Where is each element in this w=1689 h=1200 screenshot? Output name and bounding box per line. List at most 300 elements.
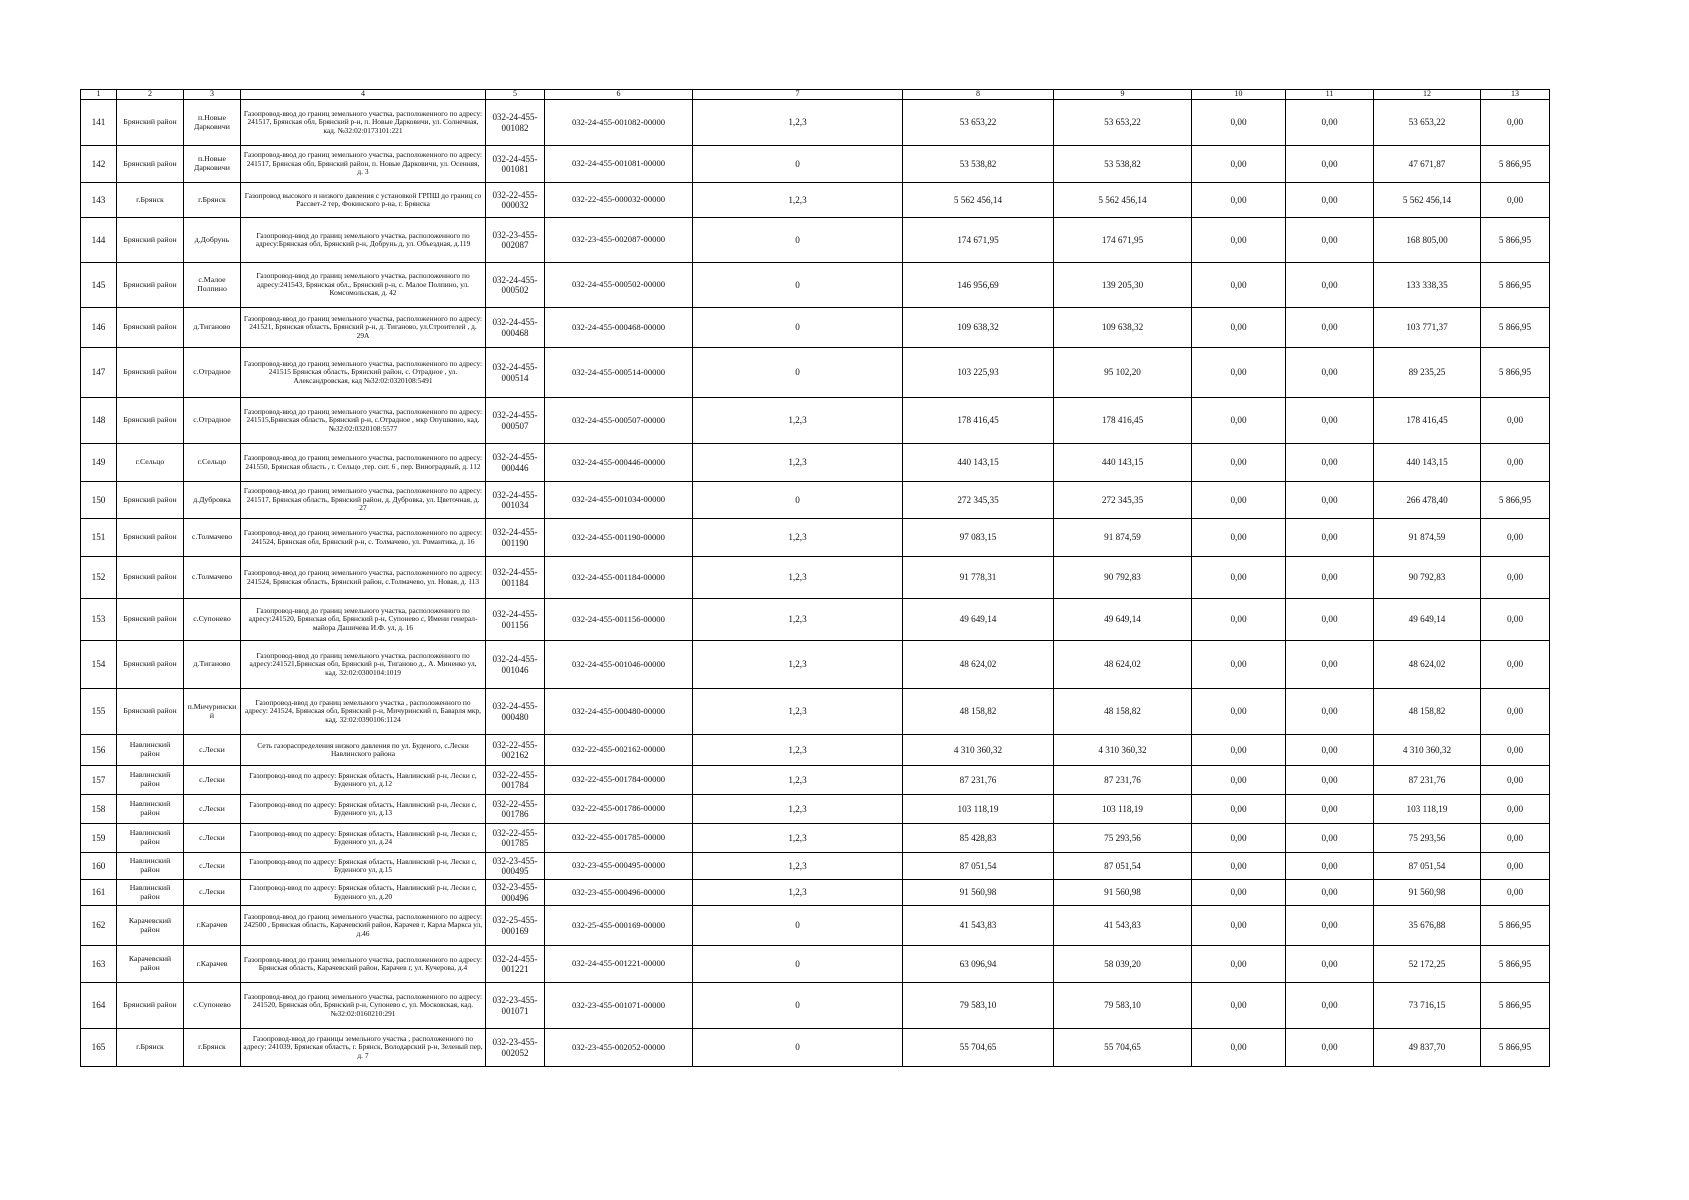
- row-number-cell: 162: [81, 906, 117, 946]
- residual-cost-cell: 55 704,65: [1054, 1029, 1192, 1067]
- category-cell: 0: [693, 146, 903, 183]
- residual-cost-cell: 91 560,98: [1054, 880, 1192, 906]
- header-cell: 3: [184, 90, 241, 100]
- object-description-cell: Газопровод-ввод до границ земельного участка, расположенного по адресу: 241515,Брянская область, Брянский р-н, с.Отрадное , мкр Опушкино, кад. №32:02:0320108:5577: [241, 398, 486, 444]
- col11-cell: 0,00: [1286, 689, 1374, 735]
- district-cell: Брянский район: [117, 308, 184, 348]
- col12-cell: 87 051,54: [1374, 853, 1481, 880]
- col13-cell: 5 866,95: [1481, 906, 1550, 946]
- locality-cell: г.Брянск: [184, 1029, 241, 1067]
- object-description-cell: Газопровод-ввод по адресу: Брянская область, Навлинский р-н, Лески с, Буденного ул, д.20: [241, 880, 486, 906]
- locality-cell: с.Малое Полпино: [184, 263, 241, 308]
- col13-cell: 0,00: [1481, 100, 1550, 146]
- header-cell: 4: [241, 90, 486, 100]
- col11-cell: 0,00: [1286, 853, 1374, 880]
- locality-cell: с.Лески: [184, 795, 241, 824]
- col10-cell: 0,00: [1192, 641, 1286, 689]
- object-code-cell: 032-23-455-002087-00000: [545, 218, 693, 263]
- col12-cell: 133 338,35: [1374, 263, 1481, 308]
- initial-cost-cell: 103 225,93: [903, 348, 1054, 398]
- district-cell: Брянский район: [117, 599, 184, 641]
- col10-cell: 0,00: [1192, 795, 1286, 824]
- col12-cell: 4 310 360,32: [1374, 735, 1481, 766]
- col11-cell: 0,00: [1286, 906, 1374, 946]
- col13-cell: 5 866,95: [1481, 146, 1550, 183]
- row-number-cell: 143: [81, 183, 117, 218]
- object-description-cell: Газопровод-ввод до границ земельного участка, расположенного по адресу: 241520, Брянская обл, Брянский р-н, Супонево с, ул. Московская, кад. №32:02:0160210:291: [241, 983, 486, 1029]
- category-cell: 1,2,3: [693, 689, 903, 735]
- col13-cell: 0,00: [1481, 599, 1550, 641]
- col13-cell: 5 866,95: [1481, 983, 1550, 1029]
- initial-cost-cell: 53 653,22: [903, 100, 1054, 146]
- initial-cost-cell: 49 649,14: [903, 599, 1054, 641]
- object-description-cell: Газопровод-ввод до границ земельного участка, расположенного по адресу: 241517, Брянская обл, Брянский р-н, п. Новые Дарковичи, ул. Солнечная, кад. №32:02:0173101:221: [241, 100, 486, 146]
- col11-cell: 0,00: [1286, 398, 1374, 444]
- district-cell: г.Брянск: [117, 1029, 184, 1067]
- category-cell: 0: [693, 348, 903, 398]
- row-number-cell: 161: [81, 880, 117, 906]
- category-cell: 1,2,3: [693, 519, 903, 557]
- locality-cell: с.Лески: [184, 766, 241, 795]
- col11-cell: 0,00: [1286, 218, 1374, 263]
- col10-cell: 0,00: [1192, 689, 1286, 735]
- residual-cost-cell: 139 205,30: [1054, 263, 1192, 308]
- district-cell: Брянский район: [117, 482, 184, 519]
- table-row: [81, 1029, 1550, 1067]
- district-cell: г.Сельцо: [117, 444, 184, 482]
- table-row: [81, 398, 1550, 444]
- residual-cost-cell: 109 638,32: [1054, 308, 1192, 348]
- category-cell: 0: [693, 1029, 903, 1067]
- col10-cell: 0,00: [1192, 263, 1286, 308]
- table-row: [81, 766, 1550, 795]
- col13-cell: 5 866,95: [1481, 218, 1550, 263]
- locality-cell: д.Тиганово: [184, 308, 241, 348]
- col10-cell: 0,00: [1192, 1029, 1286, 1067]
- category-cell: 1,2,3: [693, 183, 903, 218]
- table-row: [81, 641, 1550, 689]
- col11-cell: 0,00: [1286, 946, 1374, 983]
- inventory-number-cell: 032-24-455-000480: [486, 689, 545, 735]
- col13-cell: 5 866,95: [1481, 1029, 1550, 1067]
- district-cell: Брянский район: [117, 263, 184, 308]
- inventory-number-cell: 032-22-455-001785: [486, 824, 545, 853]
- row-number-cell: 158: [81, 795, 117, 824]
- gas-pipeline-register-table: [80, 89, 1550, 1067]
- object-code-cell: 032-24-455-001082-00000: [545, 100, 693, 146]
- object-description-cell: Газопровод-ввод по адресу: Брянская область, Навлинский р-н, Лески с, Буденного ул, д.24: [241, 824, 486, 853]
- object-description-cell: Газопровод-ввод по адресу: Брянская область, Навлинский р-н, Лески с, Буденного ул, д.15: [241, 853, 486, 880]
- col11-cell: 0,00: [1286, 263, 1374, 308]
- table-row: [81, 735, 1550, 766]
- locality-cell: с.Лески: [184, 880, 241, 906]
- inventory-number-cell: 032-24-455-001081: [486, 146, 545, 183]
- header-cell: 10: [1192, 90, 1286, 100]
- object-description-cell: Газопровод-ввод до границ земельного участка, расположенного по адресу:241521,Брянская обл, Брянский р-н, Тиганово д., А. Миненко ул, кад. 32:02:0300104:1019: [241, 641, 486, 689]
- table-row: [81, 519, 1550, 557]
- residual-cost-cell: 49 649,14: [1054, 599, 1192, 641]
- category-cell: 1,2,3: [693, 824, 903, 853]
- inventory-number-cell: 032-24-455-001046: [486, 641, 545, 689]
- category-cell: 1,2,3: [693, 853, 903, 880]
- object-description-cell: Газопровод-ввод до границ земельного участка, расположенного по адресу: 241550, Брянская область , г. Сельцо ,тер. снт. 6 , пер. Виноградный, д. 112: [241, 444, 486, 482]
- locality-cell: п.Мичуринский: [184, 689, 241, 735]
- locality-cell: д.Дубровка: [184, 482, 241, 519]
- object-code-cell: 032-24-455-001046-00000: [545, 641, 693, 689]
- col10-cell: 0,00: [1192, 824, 1286, 853]
- district-cell: Брянский район: [117, 100, 184, 146]
- header-cell: 5: [486, 90, 545, 100]
- row-number-cell: 154: [81, 641, 117, 689]
- table-row: [81, 263, 1550, 308]
- initial-cost-cell: 103 118,19: [903, 795, 1054, 824]
- col11-cell: 0,00: [1286, 308, 1374, 348]
- row-number-cell: 157: [81, 766, 117, 795]
- table-row: [81, 853, 1550, 880]
- inventory-number-cell: 032-22-455-001784: [486, 766, 545, 795]
- object-code-cell: 032-24-455-001190-00000: [545, 519, 693, 557]
- district-cell: Брянский район: [117, 348, 184, 398]
- col12-cell: 35 676,88: [1374, 906, 1481, 946]
- object-description-cell: Газопровод-ввод до границ земельного участка, расположенного по адресу: 241521, Брянская область, Брянский р-н, д. Тиганово, ул.Строителей , д. 29А: [241, 308, 486, 348]
- category-cell: 0: [693, 308, 903, 348]
- initial-cost-cell: 79 583,10: [903, 983, 1054, 1029]
- row-number-cell: 164: [81, 983, 117, 1029]
- table-row: [81, 599, 1550, 641]
- row-number-cell: 141: [81, 100, 117, 146]
- col12-cell: 440 143,15: [1374, 444, 1481, 482]
- row-number-cell: 148: [81, 398, 117, 444]
- object-description-cell: Газопровод-ввод до границ земельного участка, расположенного по адресу:241543, Брянская обл., Брянский р-н, с. Малое Полпино, ул. Комсомольская, д. 42: [241, 263, 486, 308]
- inventory-number-cell: 032-23-455-000496: [486, 880, 545, 906]
- category-cell: 0: [693, 906, 903, 946]
- residual-cost-cell: 440 143,15: [1054, 444, 1192, 482]
- col11-cell: 0,00: [1286, 983, 1374, 1029]
- residual-cost-cell: 103 118,19: [1054, 795, 1192, 824]
- category-cell: 1,2,3: [693, 557, 903, 599]
- locality-cell: с.Лески: [184, 853, 241, 880]
- residual-cost-cell: 5 562 456,14: [1054, 183, 1192, 218]
- locality-cell: п.Новые Дарковичи: [184, 100, 241, 146]
- inventory-number-cell: 032-24-455-001190: [486, 519, 545, 557]
- object-code-cell: 032-25-455-000169-00000: [545, 906, 693, 946]
- object-code-cell: 032-24-455-001184-00000: [545, 557, 693, 599]
- residual-cost-cell: 48 158,82: [1054, 689, 1192, 735]
- district-cell: Навлинский район: [117, 795, 184, 824]
- col11-cell: 0,00: [1286, 146, 1374, 183]
- header-cell: 8: [903, 90, 1054, 100]
- col11-cell: 0,00: [1286, 444, 1374, 482]
- col13-cell: 5 866,95: [1481, 263, 1550, 308]
- col12-cell: 91 560,98: [1374, 880, 1481, 906]
- col13-cell: 0,00: [1481, 795, 1550, 824]
- inventory-number-cell: 032-24-455-001184: [486, 557, 545, 599]
- object-description-cell: Газопровод-ввод до границ земельного участка, расположенного по адресу: 241524, Брянская область, Брянский район, с.Толмачево, ул. Новая, д. 113: [241, 557, 486, 599]
- row-number-cell: 146: [81, 308, 117, 348]
- initial-cost-cell: 53 538,82: [903, 146, 1054, 183]
- col10-cell: 0,00: [1192, 880, 1286, 906]
- district-cell: Карачевский район: [117, 946, 184, 983]
- district-cell: Брянский район: [117, 519, 184, 557]
- locality-cell: г.Карачев: [184, 906, 241, 946]
- table-row: [81, 444, 1550, 482]
- residual-cost-cell: 75 293,56: [1054, 824, 1192, 853]
- row-number-cell: 149: [81, 444, 117, 482]
- initial-cost-cell: 48 158,82: [903, 689, 1054, 735]
- col11-cell: 0,00: [1286, 795, 1374, 824]
- category-cell: 1,2,3: [693, 766, 903, 795]
- col10-cell: 0,00: [1192, 146, 1286, 183]
- object-description-cell: Газопровод-ввод до границ земельного участка, расположенного по адресу: 241517, Брянская обл, Брянский район, п. Новые Дарковичи, ул. Осенняя, д. 3: [241, 146, 486, 183]
- col12-cell: 266 478,40: [1374, 482, 1481, 519]
- object-description-cell: Газопровод-ввод по адресу: Брянская область, Навлинский р-н, Лески с, Буденного ул, д.13: [241, 795, 486, 824]
- col10-cell: 0,00: [1192, 853, 1286, 880]
- col11-cell: 0,00: [1286, 100, 1374, 146]
- object-code-cell: 032-22-455-002162-00000: [545, 735, 693, 766]
- district-cell: Брянский район: [117, 146, 184, 183]
- locality-cell: с.Толмачево: [184, 557, 241, 599]
- object-code-cell: 032-24-455-000514-00000: [545, 348, 693, 398]
- row-number-cell: 147: [81, 348, 117, 398]
- row-number-cell: 155: [81, 689, 117, 735]
- object-code-cell: 032-22-455-000032-00000: [545, 183, 693, 218]
- col11-cell: 0,00: [1286, 1029, 1374, 1067]
- col11-cell: 0,00: [1286, 641, 1374, 689]
- col12-cell: 5 562 456,14: [1374, 183, 1481, 218]
- locality-cell: с.Супонево: [184, 983, 241, 1029]
- col11-cell: 0,00: [1286, 183, 1374, 218]
- locality-cell: с.Лески: [184, 824, 241, 853]
- col12-cell: 49 649,14: [1374, 599, 1481, 641]
- object-code-cell: 032-24-455-001156-00000: [545, 599, 693, 641]
- col11-cell: 0,00: [1286, 557, 1374, 599]
- category-cell: 1,2,3: [693, 880, 903, 906]
- row-number-cell: 152: [81, 557, 117, 599]
- col11-cell: 0,00: [1286, 519, 1374, 557]
- locality-cell: г.Карачев: [184, 946, 241, 983]
- inventory-number-cell: 032-24-455-000446: [486, 444, 545, 482]
- row-number-cell: 156: [81, 735, 117, 766]
- col11-cell: 0,00: [1286, 824, 1374, 853]
- col10-cell: 0,00: [1192, 766, 1286, 795]
- residual-cost-cell: 91 874,59: [1054, 519, 1192, 557]
- residual-cost-cell: 87 231,76: [1054, 766, 1192, 795]
- initial-cost-cell: 4 310 360,32: [903, 735, 1054, 766]
- district-cell: Брянский район: [117, 641, 184, 689]
- object-code-cell: 032-23-455-001071-00000: [545, 983, 693, 1029]
- table-row: [81, 100, 1550, 146]
- col10-cell: 0,00: [1192, 906, 1286, 946]
- header-cell: 1: [81, 90, 117, 100]
- inventory-number-cell: 032-23-455-002052: [486, 1029, 545, 1067]
- table-row: [81, 557, 1550, 599]
- col10-cell: 0,00: [1192, 946, 1286, 983]
- col13-cell: 0,00: [1481, 398, 1550, 444]
- table-row: [81, 183, 1550, 218]
- col10-cell: 0,00: [1192, 348, 1286, 398]
- col12-cell: 168 805,00: [1374, 218, 1481, 263]
- col10-cell: 0,00: [1192, 735, 1286, 766]
- table-body: [81, 90, 1550, 1067]
- col12-cell: 48 624,02: [1374, 641, 1481, 689]
- category-cell: 1,2,3: [693, 735, 903, 766]
- inventory-number-cell: 032-22-455-002162: [486, 735, 545, 766]
- inventory-number-cell: 032-24-455-001221: [486, 946, 545, 983]
- object-description-cell: Газопровод-ввод до границ земельного участка , расположенного по адресу: 241524, Брянская обл, Брянский р-н, Мичуринский п, Баварля мкр, кад. 32:02:0390106:1124: [241, 689, 486, 735]
- col11-cell: 0,00: [1286, 348, 1374, 398]
- district-cell: Навлинский район: [117, 824, 184, 853]
- category-cell: 1,2,3: [693, 599, 903, 641]
- inventory-number-cell: 032-24-455-001156: [486, 599, 545, 641]
- locality-cell: с.Толмачево: [184, 519, 241, 557]
- col13-cell: 0,00: [1481, 183, 1550, 218]
- residual-cost-cell: 4 310 360,32: [1054, 735, 1192, 766]
- object-description-cell: Сеть газораспределения низкого давления по ул. Буденого, с.Лески Навлинского района: [241, 735, 486, 766]
- inventory-number-cell: 032-24-455-000468: [486, 308, 545, 348]
- district-cell: Брянский район: [117, 689, 184, 735]
- object-description-cell: Газопровод-ввод до границ земельного участка, расположенного по адресу: 242500 , Брянская область, Карачевский район, Карачев г, Карла Маркса ул, д.46: [241, 906, 486, 946]
- locality-cell: г.Сельцо: [184, 444, 241, 482]
- row-number-cell: 153: [81, 599, 117, 641]
- residual-cost-cell: 178 416,45: [1054, 398, 1192, 444]
- col13-cell: 5 866,95: [1481, 308, 1550, 348]
- row-number-cell: 165: [81, 1029, 117, 1067]
- col12-cell: 178 416,45: [1374, 398, 1481, 444]
- locality-cell: г.Брянск: [184, 183, 241, 218]
- col13-cell: 5 866,95: [1481, 946, 1550, 983]
- locality-cell: п.Новые Дарковичи: [184, 146, 241, 183]
- object-description-cell: Газопровод-ввод до границ земельного участка, расположенного по адресу: Брянская область, Карачевский район, Карачев г, ул. Кучерова, д.4: [241, 946, 486, 983]
- header-cell: 2: [117, 90, 184, 100]
- col10-cell: 0,00: [1192, 100, 1286, 146]
- residual-cost-cell: 53 653,22: [1054, 100, 1192, 146]
- initial-cost-cell: 5 562 456,14: [903, 183, 1054, 218]
- col10-cell: 0,00: [1192, 308, 1286, 348]
- category-cell: 0: [693, 218, 903, 263]
- category-cell: 1,2,3: [693, 795, 903, 824]
- district-cell: Навлинский район: [117, 735, 184, 766]
- initial-cost-cell: 146 956,69: [903, 263, 1054, 308]
- inventory-number-cell: 032-24-455-000507: [486, 398, 545, 444]
- residual-cost-cell: 58 039,20: [1054, 946, 1192, 983]
- col13-cell: 0,00: [1481, 880, 1550, 906]
- residual-cost-cell: 174 671,95: [1054, 218, 1192, 263]
- col12-cell: 53 653,22: [1374, 100, 1481, 146]
- category-cell: 0: [693, 946, 903, 983]
- col13-cell: 0,00: [1481, 557, 1550, 599]
- locality-cell: д.Тиганово: [184, 641, 241, 689]
- object-description-cell: Газопровод-ввод до границ земельного участка, расположенного по адресу:Брянская обл, Брянский р-н, Добрунь д, ул. Объездная, д.119: [241, 218, 486, 263]
- col10-cell: 0,00: [1192, 599, 1286, 641]
- inventory-number-cell: 032-23-455-002087: [486, 218, 545, 263]
- col11-cell: 0,00: [1286, 766, 1374, 795]
- category-cell: 1,2,3: [693, 444, 903, 482]
- object-code-cell: 032-24-455-001081-00000: [545, 146, 693, 183]
- object-code-cell: 032-24-455-001221-00000: [545, 946, 693, 983]
- category-cell: 0: [693, 482, 903, 519]
- header-cell: 9: [1054, 90, 1192, 100]
- district-cell: г.Брянск: [117, 183, 184, 218]
- table-row: [81, 218, 1550, 263]
- category-cell: 1,2,3: [693, 398, 903, 444]
- residual-cost-cell: 87 051,54: [1054, 853, 1192, 880]
- row-number-cell: 145: [81, 263, 117, 308]
- object-description-cell: Газопровод высокого и низкого давления с установкой ГРПШ до границ со Рассвет-2 тер, Фокинского р-на, г. Брянска: [241, 183, 486, 218]
- district-cell: Навлинский район: [117, 853, 184, 880]
- table-row: [81, 689, 1550, 735]
- initial-cost-cell: 174 671,95: [903, 218, 1054, 263]
- inventory-number-cell: 032-22-455-000032: [486, 183, 545, 218]
- inventory-number-cell: 032-24-455-000514: [486, 348, 545, 398]
- locality-cell: с.Лески: [184, 735, 241, 766]
- table-row: [81, 824, 1550, 853]
- object-code-cell: 032-22-455-001784-00000: [545, 766, 693, 795]
- column-number-header-row: [81, 90, 1550, 100]
- category-cell: 1,2,3: [693, 641, 903, 689]
- district-cell: Навлинский район: [117, 880, 184, 906]
- col10-cell: 0,00: [1192, 983, 1286, 1029]
- table-row: [81, 482, 1550, 519]
- register-sheet: [80, 89, 1550, 1067]
- object-description-cell: Газопровод-ввод по адресу: Брянская область, Навлинский р-н, Лески с, Буденного ул, д.12: [241, 766, 486, 795]
- col10-cell: 0,00: [1192, 519, 1286, 557]
- header-cell: 13: [1481, 90, 1550, 100]
- row-number-cell: 150: [81, 482, 117, 519]
- col10-cell: 0,00: [1192, 183, 1286, 218]
- col12-cell: 75 293,56: [1374, 824, 1481, 853]
- inventory-number-cell: 032-24-455-000502: [486, 263, 545, 308]
- initial-cost-cell: 109 638,32: [903, 308, 1054, 348]
- col13-cell: 0,00: [1481, 766, 1550, 795]
- object-code-cell: 032-24-455-001034-00000: [545, 482, 693, 519]
- object-code-cell: 032-24-455-000468-00000: [545, 308, 693, 348]
- header-cell: 7: [693, 90, 903, 100]
- object-code-cell: 032-22-455-001786-00000: [545, 795, 693, 824]
- initial-cost-cell: 272 345,35: [903, 482, 1054, 519]
- row-number-cell: 163: [81, 946, 117, 983]
- district-cell: Навлинский район: [117, 766, 184, 795]
- table-row: [81, 146, 1550, 183]
- district-cell: Брянский район: [117, 398, 184, 444]
- locality-cell: д.Добрунь: [184, 218, 241, 263]
- col12-cell: 87 231,76: [1374, 766, 1481, 795]
- residual-cost-cell: 79 583,10: [1054, 983, 1192, 1029]
- col13-cell: 0,00: [1481, 641, 1550, 689]
- residual-cost-cell: 53 538,82: [1054, 146, 1192, 183]
- object-code-cell: 032-24-455-000446-00000: [545, 444, 693, 482]
- inventory-number-cell: 032-23-455-000495: [486, 853, 545, 880]
- col13-cell: 0,00: [1481, 735, 1550, 766]
- category-cell: 0: [693, 983, 903, 1029]
- col11-cell: 0,00: [1286, 735, 1374, 766]
- residual-cost-cell: 272 345,35: [1054, 482, 1192, 519]
- inventory-number-cell: 032-24-455-001082: [486, 100, 545, 146]
- district-cell: Карачевский район: [117, 906, 184, 946]
- initial-cost-cell: 63 096,94: [903, 946, 1054, 983]
- col10-cell: 0,00: [1192, 482, 1286, 519]
- object-code-cell: 032-23-455-002052-00000: [545, 1029, 693, 1067]
- row-number-cell: 142: [81, 146, 117, 183]
- category-cell: 1,2,3: [693, 100, 903, 146]
- col11-cell: 0,00: [1286, 880, 1374, 906]
- col13-cell: 0,00: [1481, 519, 1550, 557]
- col11-cell: 0,00: [1286, 482, 1374, 519]
- table-row: [81, 795, 1550, 824]
- table-row: [81, 906, 1550, 946]
- initial-cost-cell: 87 051,54: [903, 853, 1054, 880]
- initial-cost-cell: 48 624,02: [903, 641, 1054, 689]
- row-number-cell: 144: [81, 218, 117, 263]
